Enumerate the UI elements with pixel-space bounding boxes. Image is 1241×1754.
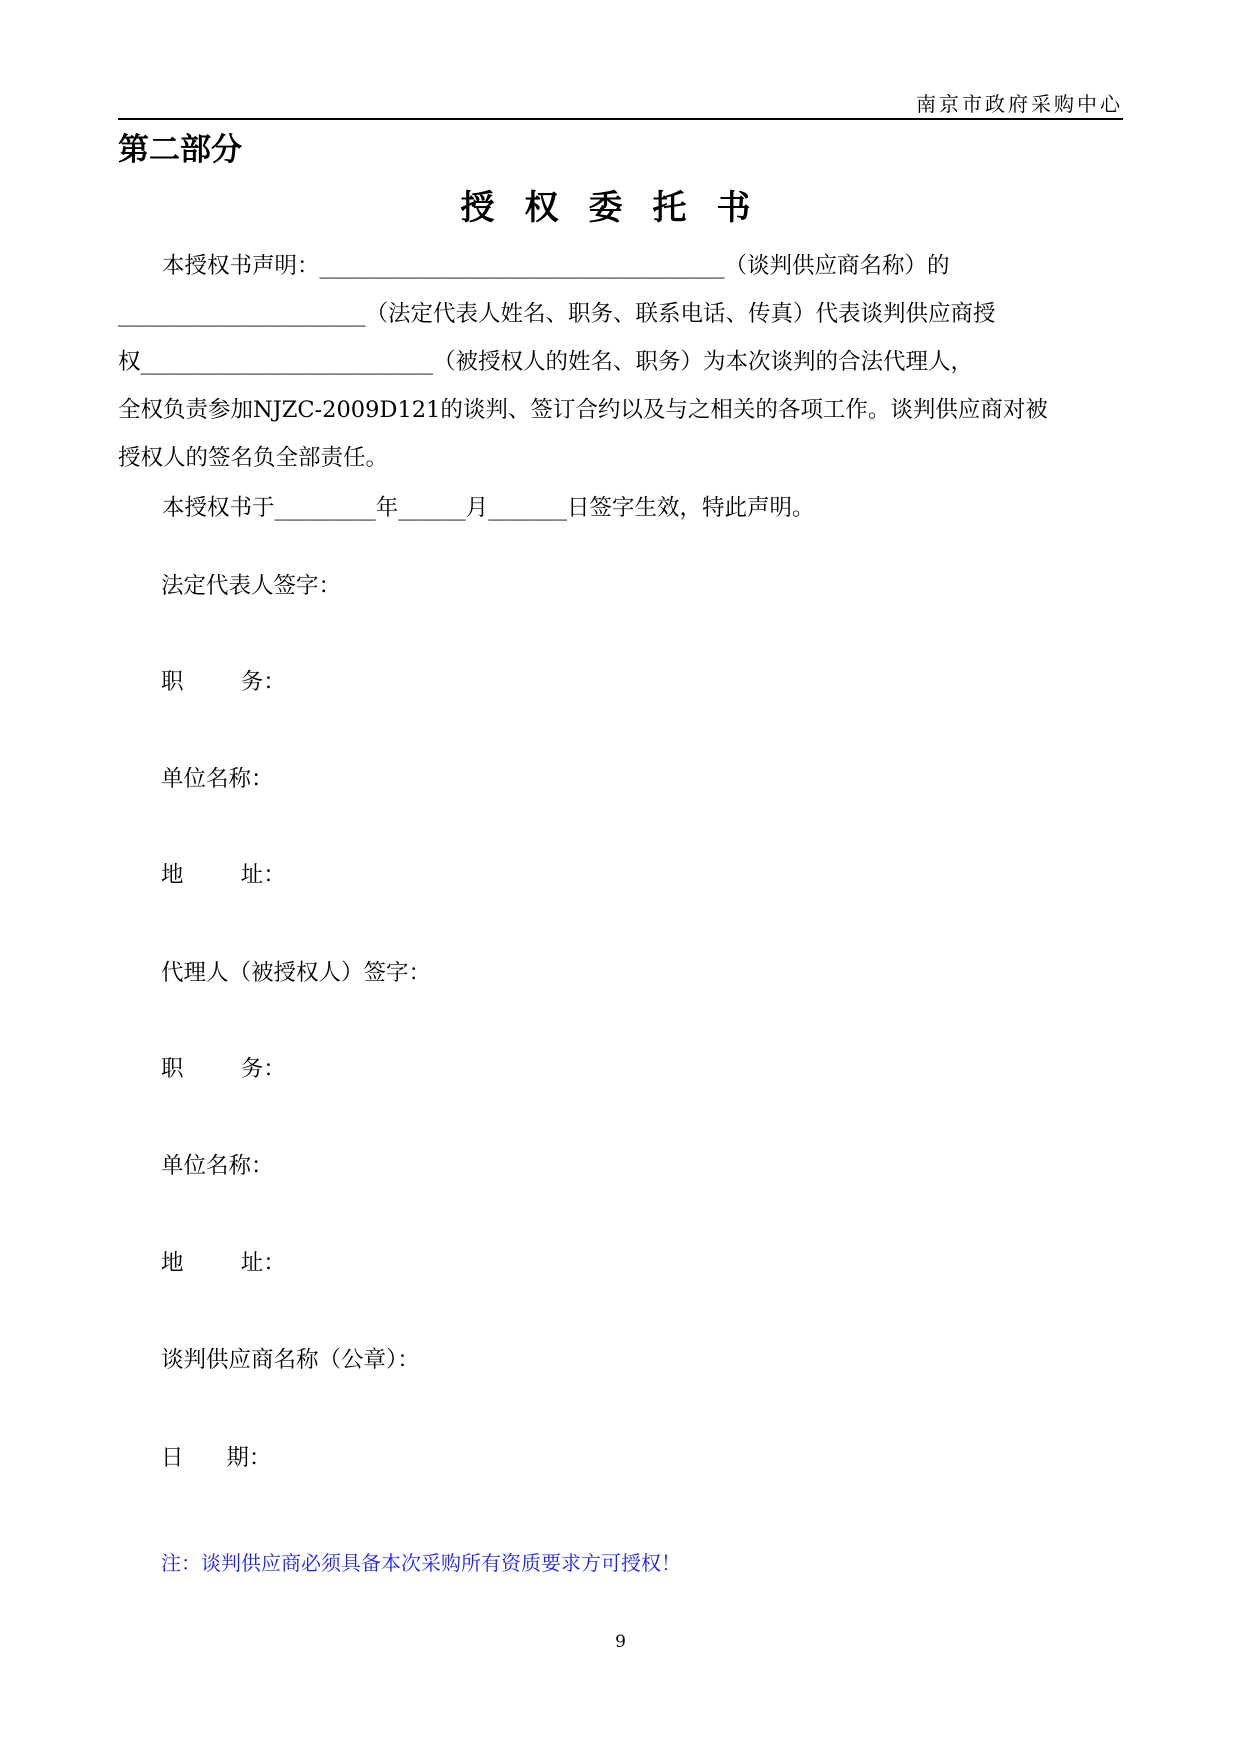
agent-title-field: 职 务：	[161, 1056, 286, 1082]
declaration-line: 本授权书声明：____________________________________（谈判供应商名称）的	[162, 253, 950, 279]
date-field: 日 期：	[161, 1445, 272, 1471]
effective-date-line: 本授权书于_________年______月_______日签字生效，特此声明。	[162, 495, 815, 521]
agent-unit-field: 单位名称：	[161, 1153, 274, 1179]
section-label: 第二部分	[118, 132, 242, 168]
legal-rep-address-field: 地 址：	[161, 862, 286, 888]
declaration-line: 权__________________________（被授权人的姓名、职务）为本次谈判的合法代理人，	[118, 349, 974, 375]
header-organization: 南京市政府采购中心	[916, 92, 1123, 116]
agent-signature-field: 代理人（被授权人）签字：	[161, 960, 432, 986]
page-number: 9	[615, 1632, 626, 1652]
declaration-line: 全权负责参加NJZC-2009D121的谈判、签订合约以及与之相关的各项工作。谈判供应商对被	[118, 397, 1048, 423]
document-title: 授权委托书	[460, 188, 781, 228]
agent-address-field: 地 址：	[161, 1250, 286, 1276]
declaration-line: ______________________（法定代表人姓名、职务、联系电话、传真）代表谈判供应商授	[118, 301, 996, 327]
note-text: 注：谈判供应商必须具备本次采购所有资质要求方可授权！	[161, 1551, 681, 1575]
declaration-line: 授权人的签名负全部责任。	[118, 445, 389, 471]
legal-rep-signature-field: 法定代表人签字：	[161, 573, 342, 599]
effective-date-paragraph	[118, 484, 1128, 532]
declaration-paragraph	[118, 242, 1128, 482]
legal-rep-title-field: 职 务：	[161, 669, 286, 695]
header-rule	[118, 118, 1123, 120]
legal-rep-unit-field: 单位名称：	[161, 766, 274, 792]
supplier-seal-field: 谈判供应商名称（公章）：	[161, 1347, 420, 1373]
